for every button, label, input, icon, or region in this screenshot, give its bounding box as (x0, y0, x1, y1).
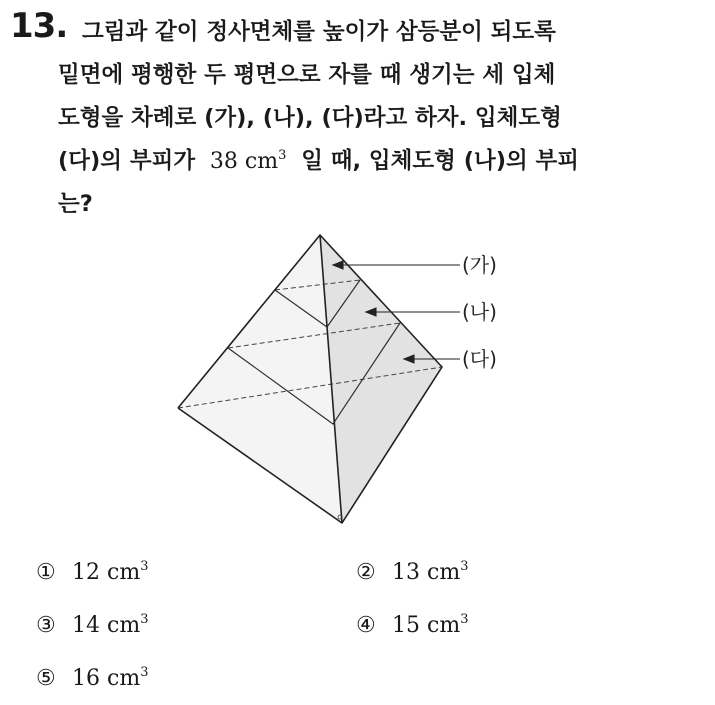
choice-4[interactable]: ④ 15 $cm^3$ (356, 612, 469, 638)
question-number: 13. (10, 6, 68, 46)
choice-1[interactable]: ① 12 $cm^3$ (36, 559, 149, 585)
label-na: (나) (462, 300, 497, 324)
question-line-4 (58, 143, 579, 175)
choice-2[interactable]: ② 13 $cm^3$ (356, 559, 469, 585)
line4-after-text: 일 때, 입체도형 (나)의 부피 (301, 148, 580, 174)
choice-5[interactable]: ⑤ 16 $cm^3$ (36, 665, 149, 691)
volume-value: 38 $cm^3$ (209, 148, 287, 174)
tetrahedron-figure (160, 225, 540, 530)
question-line-1: 그림과 같이 정사면체를 높이가 삼등분이 되도록 (82, 19, 556, 45)
line4-before-text: (다)의 부피가 (58, 148, 196, 174)
question-line-3: 도형을 차례로 (가), (나), (다)라고 하자. 입체도형 (58, 105, 562, 131)
label-ga: (가) (462, 253, 497, 277)
label-da: (다) (462, 347, 497, 371)
choice-3[interactable]: ③ 14 $cm^3$ (36, 612, 149, 638)
question-line-5: 는? (58, 191, 93, 217)
question-line-2: 밑면에 평행한 두 평면으로 자를 때 생기는 세 입체 (58, 62, 556, 88)
